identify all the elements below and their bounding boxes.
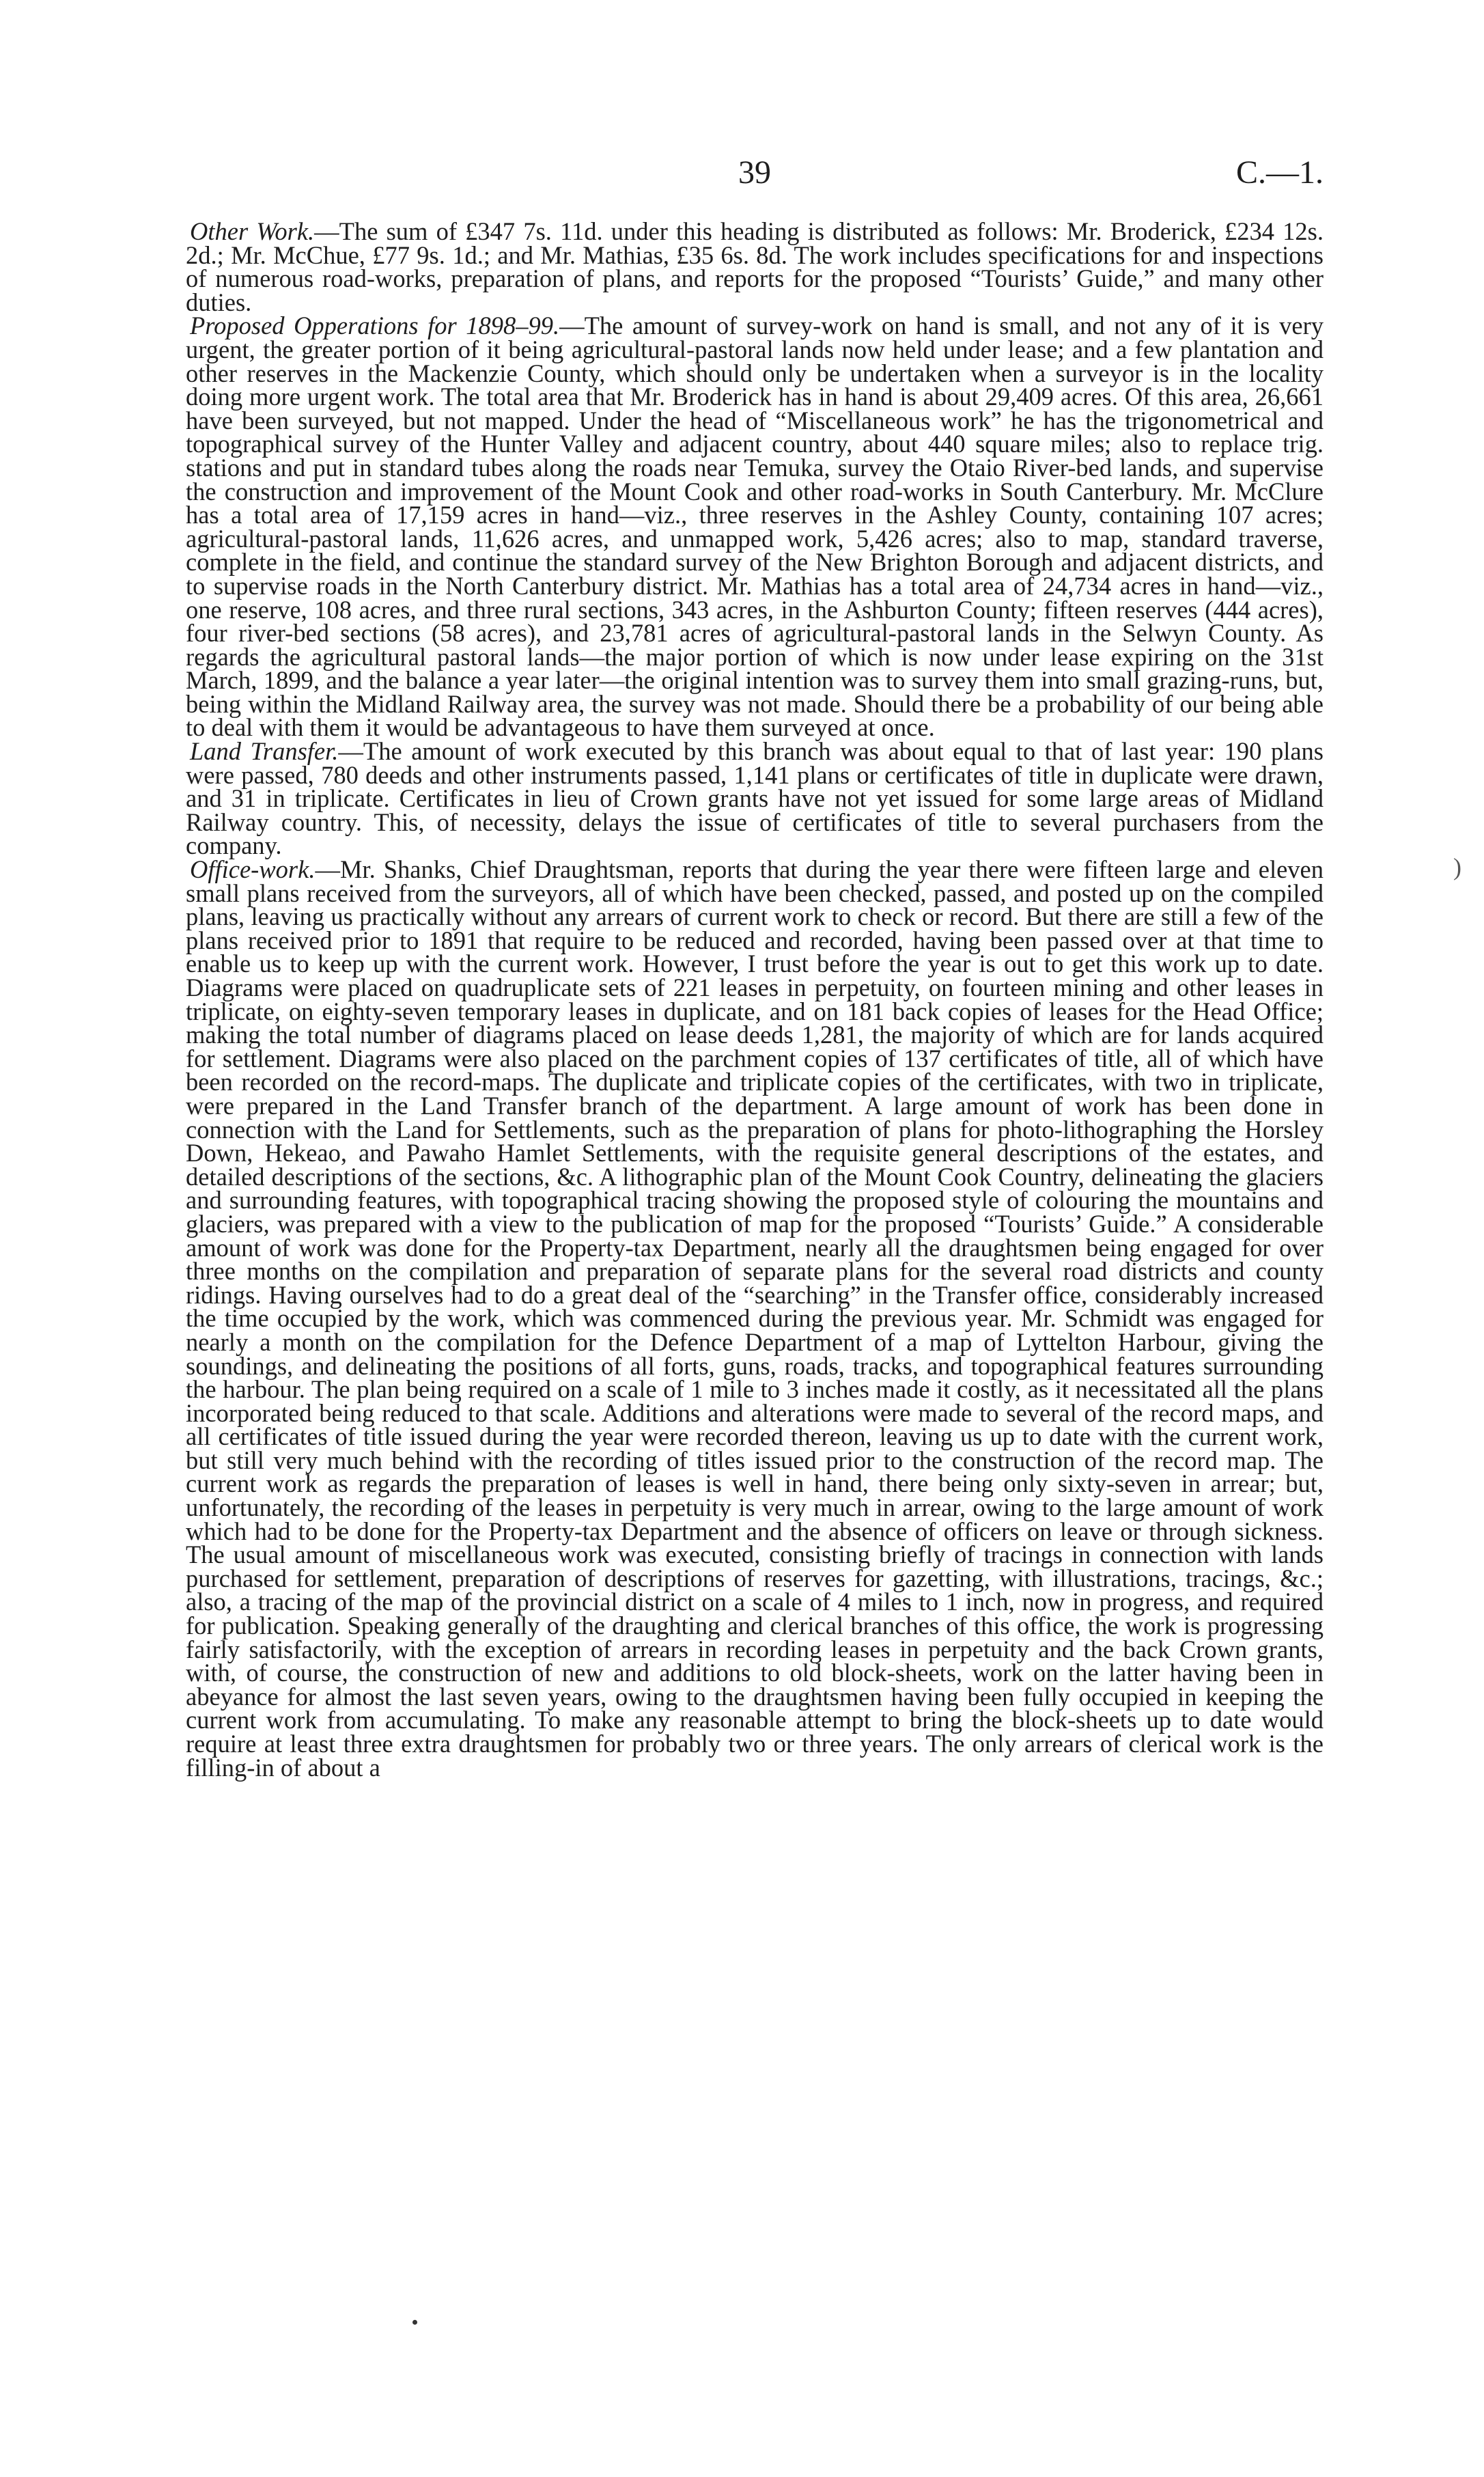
paragraph-other-work: [186, 217, 1324, 316]
paragraph-land-transfer: [186, 737, 1324, 860]
page-number: 39: [738, 154, 771, 191]
page-header: [186, 147, 1324, 195]
paragraph-heading: Office-work.: [190, 855, 316, 884]
paragraph-text: —The sum of £347 7s. 11d. under this heading is distributed as follows: Mr. Broderick, £234 12s. 2d.; Mr. McChue, £77 9s. 1d.; and Mr. Mathias, £35 6s. 8d. The work includes specifications for and inspections of numerous road-works, preparation of plans, and reports for the proposed “Tourists’ Guide,” and many other duties.: [186, 217, 1324, 316]
paragraph-heading: Land Transfer.: [190, 737, 339, 766]
paragraph-heading: Proposed Opperations for 1898–99.: [190, 312, 560, 340]
body-text: [186, 217, 1324, 1782]
document-reference: C.—1.: [1235, 154, 1324, 191]
margin-mark: ): [1453, 853, 1461, 881]
paragraph-text: —The amount of work executed by this branch was about equal to that of last year: 190 plans were passed, 780 deeds and other instruments passed, 1,141 plans or certificates of title in duplicate were drawn, and 31 in triplicate. Certificates in lieu of Crown grants have not yet issued for some large areas of Midland Railway country. This, of necessity, delays the issue of certificates of title to several purchasers from the company.: [186, 737, 1324, 860]
paragraph-text: —Mr. Shanks, Chief Draughtsman, reports that during the year there were fifteen large and eleven small plans received from the surveyors, all of which have been checked, passed, and posted up on the compiled plans, leaving us practically without any arrears of current work to check or record. But there are still a few of the plans received prior to 1891 that require to be reduced and recorded, having been passed over at that time to enable us to keep up with the current work. However, I trust before the year is out to get this work up to date. Diagrams were placed on quadruplicate sets of 221 leases in perpetuity, on fourteen mining and other leases in triplicate, on eighty-seven temporary leases in duplicate, and on 181 back copies of leases for the Head Office; making the total number of diagrams placed on lease deeds 1,281, the majority of which are for lands acquired for settlement. Diagrams were also placed on the parchment copies of 137 certificates of title, all of which have been recorded on the record-maps. The duplicate and triplicate copies of the certificates, with two in triplicate, were prepared in the Land Transfer branch of the department. A large amount of work has been done in connection with the Land for Settlements, such as the preparation of plans for photo-lithographing the Horsley Down, Hekeao, and Pawaho Hamlet Settlements, with the requisite general descriptions of the estates, and detailed descriptions of the sections, &c. A lithographic plan of the Mount Cook Country, delineating the glaciers and surrounding features, with topographical tracing showing the proposed style of colouring the mountains and glaciers, was prepared with a view to the publication of map for the proposed “Tourists’ Guide.” A considerable amount of work was done for the Property-tax Department, nearly all the draughtsmen being engaged for over three months on the compilation and preparation of separate plans for the several road districts and county ridings. Having ourselves had to do a great deal of the “searching” in the Transfer office, considerably increased the time occupied by the work, which was commenced during the previous year. Mr. Schmidt was engaged for nearly a month on the compilation for the Defence Department of a map of Lyttelton Harbour, giving the soundings, and delineating the positions of all forts, guns, roads, tracks, and topographical features surrounding the harbour. The plan being required on a scale of 1 mile to 3 inches made it costly, as it necessitated all the plans incorporated being reduced to that scale. Additions and alterations were made to several of the record maps, and all certificates of title issued during the year were recorded thereon, leaving us up to date with the current work, but still very much behind with the recording of titles issued prior to the construction of the record map. The current work as regards the preparation of leases is well in hand, there being only sixty-seven in arrear; but, unfortunately, the recording of the leases in perpetuity is very much in arrear, owing to the large amount of work which had to be done for the Property-tax Department and the absence of officers on leave or through sickness. The usual amount of miscellaneous work was executed, consisting briefly of tracings in connection with lands purchased for settlement, preparation of descriptions of reserves for gazetting, with illustrations, tracings, &c.; also, a tracing of the map of the provincial district on a scale of 4 miles to 1 inch, now in progress, and required for publication. Speaking generally of the draughting and clerical branches of this office, the work is progressing fairly satisfactorily, with the exception of arrears in recording leases in perpetuity and the back Crown grants, with, of course, the construction of new and additions to old block-sheets, work on the latter having been in abeyance for almost the last seven years, owing to the draughtsmen having been fully occupied in keeping the current work from accumulating. To make any reasonable attempt to bring the block-sheets up to date would require at least three extra draughtsmen for probably two or three years. The only arrears of clerical work is the filling-in of about a: [186, 855, 1324, 1782]
paragraph-office-work: [186, 855, 1324, 1782]
paragraph-heading: Other Work.: [190, 217, 315, 245]
stray-dot: [412, 2320, 417, 2325]
paragraph-text: —The amount of survey-work on hand is small, and not any of it is very urgent, the greater portion of it being agricultural-pastoral lands now held under lease; and a few plantation and other reserves in the Mackenzie County, which should only be undertaken when a surveyor is in the locality doing more urgent work. The total area that Mr. Broderick has in hand is about 29,409 acres. Of this area, 26,661 have been surveyed, but not mapped. Under the head of “Miscellaneous work” he has the trigonometrical and topographical survey of the Hunter Valley and adjacent country, about 440 square miles; also to replace trig. stations and put in standard tubes along the roads near Temuka, survey the Otaio River-bed lands, and supervise the construction and improvement of the Mount Cook and other road-works in South Canterbury. Mr. McClure has a total area of 17,159 acres in hand—viz., three reserves in the Ashley County, containing 107 acres; agricultural-pastoral lands, 11,626 acres, and unmapped work, 5,426 acres; also to map, standard traverse, complete in the field, and continue the standard survey of the New Brighton Borough and adjacent districts, and to supervise roads in the North Canterbury district. Mr. Mathias has a total area of 24,734 acres in hand—viz., one reserve, 108 acres, and three rural sections, 343 acres, in the Ashburton County; fifteen reserves (444 acres), four river-bed sections (58 acres), and 23,781 acres of agricultural-pastoral lands in the Selwyn County. As regards the agricultural pastoral lands—the major portion of which is now under lease expiring on the 31st March, 1899, and the balance a year later—the original intention was to survey them into small grazing-runs, but, being within the Midland Railway area, the survey was not made. Should there be a probability of our being able to deal with them it would be advantageous to have them surveyed at once.: [186, 312, 1324, 742]
paragraph-proposed-operations: [186, 314, 1324, 740]
